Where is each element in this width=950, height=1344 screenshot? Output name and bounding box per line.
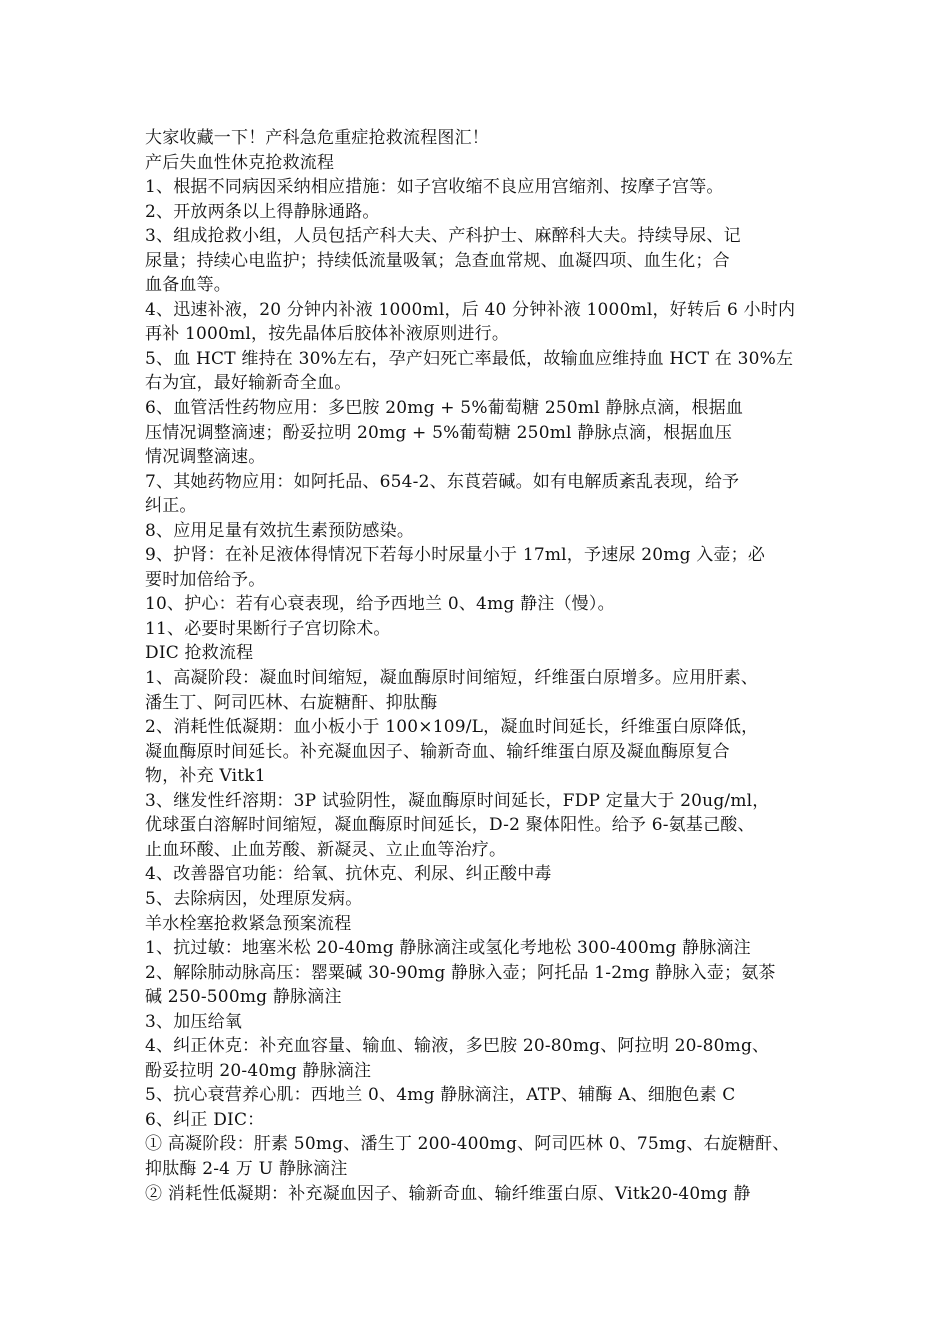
text-line: 凝血酶原时间延长。补充凝血因子、输新奇血、输纤维蛋白原及凝血酶原复合: [145, 741, 730, 762]
text-line: 4、改善器官功能：给氧、抗休克、利尿、纠正酸中毒: [145, 864, 552, 885]
text-line: 要时加倍给予。: [145, 569, 266, 590]
text-line: 压情况调整滴速；酚妥拉明 20mg + 5%葡萄糖 250ml 静脉点滴，根据血压: [145, 422, 733, 443]
text-line: 11、必要时果断行子宫切除术。: [145, 618, 391, 639]
text-line: 止血环酸、止血芳酸、新凝灵、立止血等治疗。: [145, 839, 507, 860]
text-line: 情况调整滴速。: [145, 447, 266, 468]
text-line: ① 高凝阶段：肝素 50mg、潘生丁 200-400mg、阿司匹林 0、75mg、右旋糖酐、: [145, 1134, 790, 1155]
text-line: 右为宜，最好输新奇全血。: [145, 373, 352, 394]
text-line: 物，补充 Vitk1: [145, 766, 266, 787]
section-heading-dic: DIC 抢救流程: [145, 643, 254, 664]
text-line: 5、血 HCT 维持在 30%左右，孕产妇死亡率最低，故输血应维持血 HCT 在 30%左: [145, 348, 794, 369]
text-line: 尿量；持续心电监护；持续低流量吸氧；急查血常规、血凝四项、血生化；合: [145, 250, 730, 271]
text-line: 3、继发性纤溶期：3P 试验阴性，凝血酶原时间延长，FDP 定量大于 20ug/ml，: [145, 790, 770, 811]
text-line: 5、抗心衰营养心肌：西地兰 0、4mg 静脉滴注，ATP、辅酶 A、细胞色素 C: [145, 1085, 736, 1106]
text-line: 潘生丁、阿司匹林、右旋糖酐、抑肽酶: [145, 692, 438, 713]
text-line: 6、纠正 DIC：: [145, 1109, 265, 1130]
text-line: 优球蛋白溶解时间缩短，凝血酶原时间延长，D-2 聚体阳性。给予 6-氨基己酸、: [145, 815, 755, 836]
document-title: 大家收藏一下！产科急危重症抢救流程图汇！: [145, 128, 489, 148]
text-line: 3、加压给氧: [145, 1011, 243, 1032]
text-line: ② 消耗性低凝期：补充凝血因子、输新奇血、输纤维蛋白原、Vitk20-40mg 静: [145, 1183, 751, 1204]
text-line: 1、高凝阶段：凝血时间缩短，凝血酶原时间缩短，纤维蛋白原增多。应用肝素、: [145, 668, 759, 689]
text-line: 2、解除肺动脉高压：罂粟碱 30-90mg 静脉入壶；阿托品 1-2mg 静脉入壶；氨茶: [145, 962, 776, 983]
text-line: 2、开放两条以上得静脉通路。: [145, 201, 380, 222]
text-line: 1、根据不同病因采纳相应措施：如子宫收缩不良应用宫缩剂、按摩子宫等。: [145, 177, 724, 198]
text-line: 纠正。: [145, 496, 197, 517]
text-line: 5、去除病因，处理原发病。: [145, 888, 363, 909]
text-line: 10、护心：若有心衰表现，给予西地兰 0、4mg 静注（慢）。: [145, 594, 615, 615]
text-line: 4、迅速补液，20 分钟内补液 1000ml，后 40 分钟补液 1000ml，好转后 6 小时内: [145, 299, 796, 320]
text-line: 抑肽酶 2-4 万 U 静脉滴注: [145, 1158, 348, 1179]
document-body: [145, 126, 825, 1206]
text-line: 8、应用足量有效抗生素预防感染。: [145, 520, 415, 541]
text-line: 酚妥拉明 20-40mg 静脉滴注: [145, 1060, 372, 1081]
text-line: 碱 250-500mg 静脉滴注: [145, 987, 342, 1008]
text-line: 2、消耗性低凝期：血小板小于 100×109/L，凝血时间延长，纤维蛋白原降低，: [145, 717, 759, 738]
section-heading-amniotic-embolism: 羊水栓塞抢救紧急预案流程: [145, 913, 352, 934]
text-line: 1、抗过敏：地塞米松 20-40mg 静脉滴注或氢化考地松 300-400mg 静脉滴注: [145, 938, 751, 959]
text-line: 3、组成抢救小组，人员包括产科大夫、产科护士、麻醉科大夫。持续导尿、记: [145, 226, 741, 247]
text-line: 4、纠正休克：补充血容量、输血、输液，多巴胺 20-80mg、阿拉明 20-80mg、: [145, 1036, 770, 1057]
text-line: 血备血等。: [145, 275, 231, 296]
text-line: 9、护肾：在补足液体得情况下若每小时尿量小于 17ml，予速尿 20mg 入壶；必: [145, 545, 766, 566]
text-line: 再补 1000ml，按先晶体后胶体补液原则进行。: [145, 324, 510, 345]
section-heading-postpartum-shock: 产后失血性休克抢救流程: [145, 152, 335, 173]
text-line: 7、其她药物应用：如阿托品、654-2、东莨菪碱。如有电解质紊乱表现，给予: [145, 471, 740, 492]
text-line: 6、血管活性药物应用：多巴胺 20mg + 5%葡萄糖 250ml 静脉点滴，根据血: [145, 398, 744, 419]
